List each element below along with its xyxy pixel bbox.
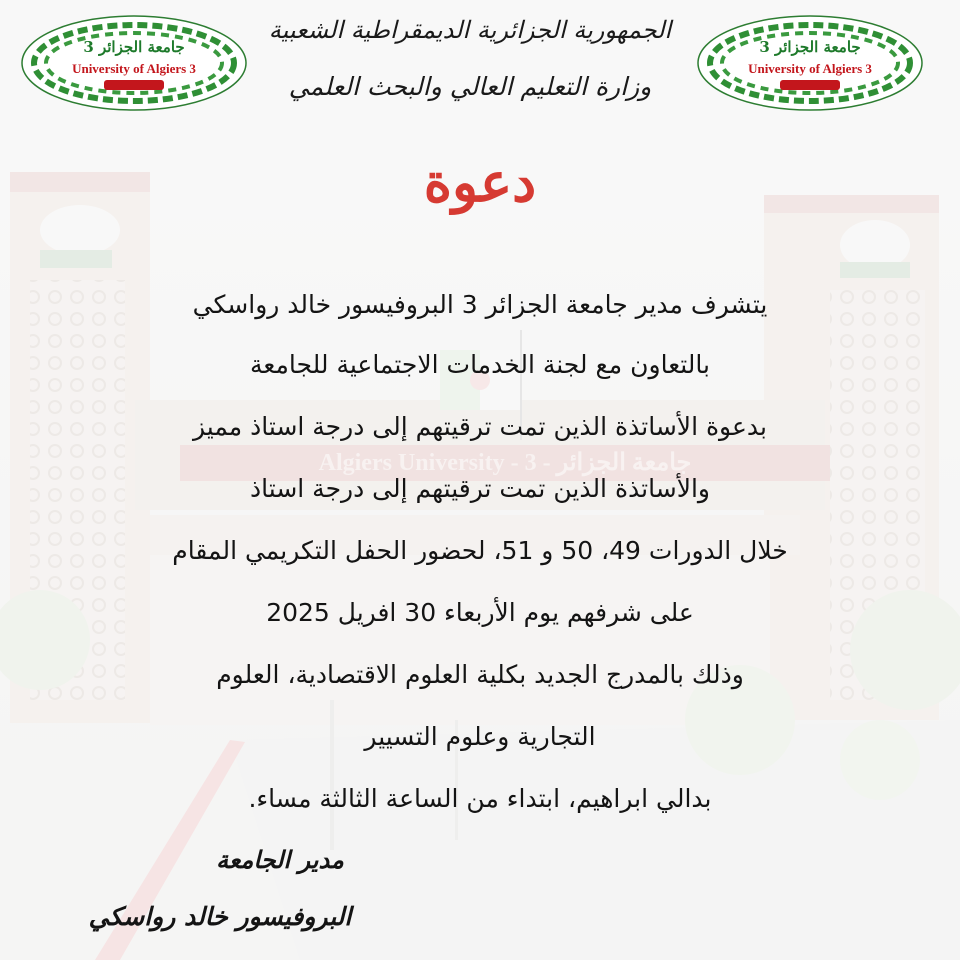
republic-heading: الجمهورية الجزائرية الديمقراطية الشعبية bbox=[268, 16, 672, 44]
body-line: والأساتذة الذين تمت ترقيتهم إلى درجة استاذ bbox=[250, 474, 710, 503]
logo-english-name: University of Algiers 3 bbox=[748, 61, 872, 76]
body-line: التجارية وعلوم التسيير bbox=[364, 722, 596, 751]
logo-english-name: University of Algiers 3 bbox=[72, 61, 196, 76]
ministry-heading: وزارة التعليم العالي والبحث العلمي bbox=[288, 72, 652, 101]
body-line: على شرفهم يوم الأربعاء 30 افريل 2025 bbox=[266, 598, 694, 627]
invitation-title: دعوة bbox=[423, 150, 537, 214]
signature-title: مدير الجامعة bbox=[216, 846, 344, 874]
body-line: بدعوة الأساتذة الذين تمت ترقيتهم إلى درجة استاذ مميز bbox=[193, 412, 767, 441]
logo-arabic-name: جامعة الجزائر 3 bbox=[759, 38, 861, 56]
logo-arabic-name: جامعة الجزائر 3 bbox=[83, 38, 185, 56]
signature-name: البروفيسور خالد رواسكي bbox=[88, 902, 352, 931]
body-line: بدالي ابراهيم، ابتداء من الساعة الثالثة مساء. bbox=[248, 784, 712, 813]
body-line: يتشرف مدير جامعة الجزائر 3 البروفيسور خالد رواسكي bbox=[192, 290, 768, 319]
university-logo-left bbox=[20, 14, 248, 112]
body-line: بالتعاون مع لجنة الخدمات الاجتماعية للجامعة bbox=[250, 350, 710, 379]
university-logo-right bbox=[696, 14, 924, 112]
body-line: خلال الدورات 49، 50 و 51، لحضور الحفل التكريمي المقام bbox=[172, 536, 788, 565]
body-line: وذلك بالمدرج الجديد بكلية العلوم الاقتصادية، العلوم bbox=[216, 660, 744, 689]
